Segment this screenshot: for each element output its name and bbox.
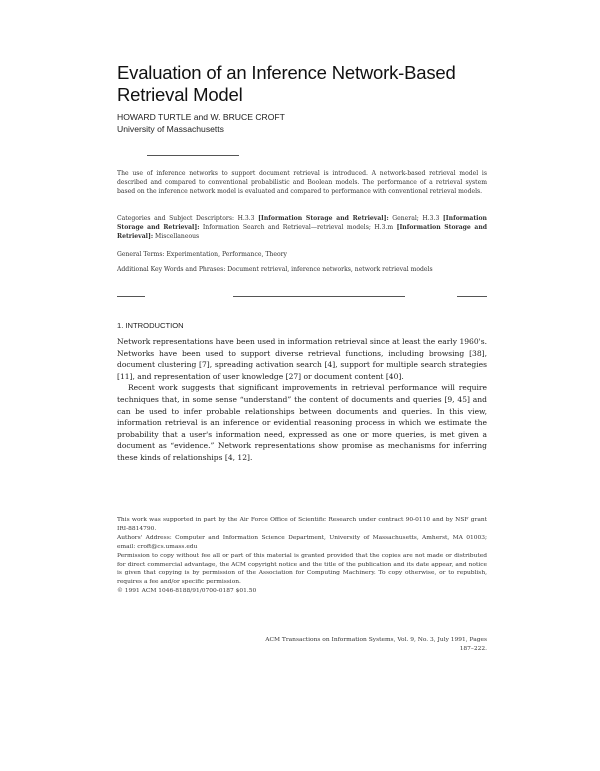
divider-rule-center bbox=[233, 296, 405, 297]
category-rest-3: Miscellaneous bbox=[155, 233, 200, 241]
paper-title bbox=[117, 62, 517, 106]
paragraph-1: Network representations have been used in information retrieval since at least the early 1960's. Networks have been used to support diverse retrieval functions, including browsing [38], document clustering [7], spreading activation search [4], support for multiple search strategies [11], and representation of user knowledge [27] or document content [40]. bbox=[117, 337, 487, 381]
divider-rule-right bbox=[457, 296, 487, 297]
category-title-3: [Information Storage and Retrieval]: bbox=[117, 224, 488, 241]
category-title-2: [Information Storage and Retrieval]: bbox=[117, 215, 487, 232]
category-title-1: [Information Storage and Retrieval]: bbox=[258, 215, 389, 222]
paragraph-2: Recent work suggests that significant improvements in retrieval performance will require techniques that, in some sense “understand” the content of documents and queries [9, 45] and can be used to infer probable relationships between documents and queries. In this view, information retrieval is an inference or evidential reasoning process in which we estimate the probability that a user's information need, expressed as one or more queries, is met given a document as “evidence.” Network representations show promise as mechanisms for inferring these kinds of relationships [4, 12]. bbox=[117, 383, 487, 462]
authors: HOWARD TURTLE and W. BRUCE CROFT bbox=[117, 112, 285, 122]
paper-title-line-1: Evaluation of an Inference Network-Based bbox=[117, 62, 456, 83]
category-rest-1: General; H.3.3 bbox=[392, 215, 440, 222]
general-terms: General Terms: Experimentation, Performance, Theory bbox=[117, 251, 287, 258]
section-heading: 1. INTRODUCTION bbox=[117, 321, 184, 330]
category-rest-2: Information Search and Retrieval—retrieval models; bbox=[202, 224, 371, 232]
divider-rule bbox=[147, 155, 239, 156]
additional-keywords: Additional Key Words and Phrases: Document retrieval, inference networks, network retrieval models bbox=[117, 266, 433, 273]
body-text bbox=[117, 336, 487, 464]
journal-citation: ACM Transactions on Information Systems, Vol. 9, No. 3, July 1991, Pages 187–222. bbox=[265, 637, 487, 652]
affiliation: University of Massachusetts bbox=[117, 124, 224, 134]
footnote-address: Authors' Address: Computer and Information Science Department, University of Massachusetts, Amherst, MA 01003; email: croft@cs.umass.edu bbox=[117, 534, 487, 550]
category-code-1: H.3.3 bbox=[237, 215, 255, 222]
footnote-copyright: © 1991 ACM 1046-8188/91/0700-0187 $01.50 bbox=[117, 588, 257, 595]
footnote-support: This work was supported in part by the Air Force Office of Scientific Research under contract 90-0110 and by NSF grant IRI-8814790. bbox=[117, 517, 487, 532]
categories-descriptors bbox=[117, 214, 487, 242]
footnotes bbox=[117, 516, 487, 596]
abstract: The use of inference networks to support document retrieval is introduced. A network-based retrieval model is described and compared to conventional probabilistic and Boolean models. The performance of a retrieval system based on the inference network model is evaluated and compared to performance with conventional retrieval models. bbox=[117, 170, 487, 196]
divider-rule-left bbox=[117, 296, 145, 297]
category-code-3: H.3.m bbox=[374, 224, 394, 232]
paper-title-line-2: Retrieval Model bbox=[117, 84, 243, 105]
categories-label: Categories and Subject Descriptors: bbox=[117, 215, 235, 222]
footnote-permission: Permission to copy without fee all or part of this material is granted provided that the copies are not made or distributed for direct commercial advantage, the ACM copyright notice and the title of the publication and its date appear, and notice is given that copying is by permission of the Association for Computing Machinery. To copy otherwise, or to republish, requires a fee and/or specific permission. bbox=[117, 552, 487, 586]
